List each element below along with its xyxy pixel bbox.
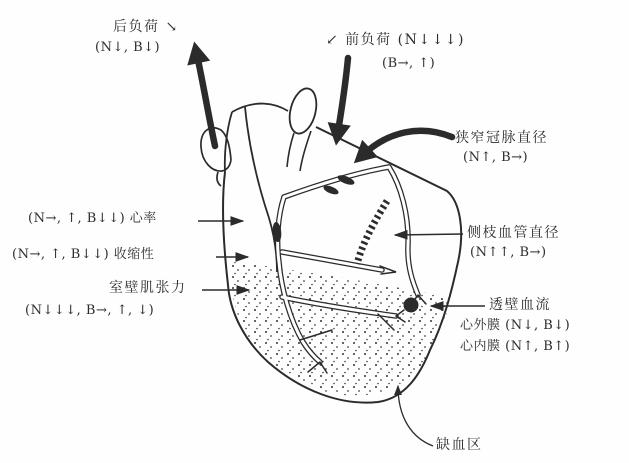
afterload-values: (N↓, B↓) xyxy=(95,40,161,55)
ischemic-area-label: 缺血区 xyxy=(436,437,483,453)
heart-rate-label: (N→, ↑, B↓↓) 心率 xyxy=(28,211,157,226)
transmural-flow-spot xyxy=(404,298,419,313)
stenosis-arrow xyxy=(364,131,452,154)
vessel-root-lines xyxy=(287,131,311,171)
wall-tension-values: (N↓↓↓, B→, ↑, ↓) xyxy=(25,303,155,318)
endocardium-values: 心内膜 (N↑, B↑) xyxy=(460,339,571,354)
transmural-flow-label: 透壁血流 xyxy=(489,297,551,313)
collateral-arrow xyxy=(395,234,463,235)
contractility-label: (N→, ↑, B↓↓) 收缩性 xyxy=(12,247,155,262)
stenotic-coronary-values: (N↑, B→) xyxy=(463,150,529,165)
preload-label: ↙ 前负荷 (N↓↓↓) xyxy=(326,32,465,48)
stenosis-blobs xyxy=(272,173,356,242)
pulmonary-vessel-oval xyxy=(285,86,320,137)
collateral-values: (N↑↑, B→) xyxy=(470,245,547,260)
afterload-arrow xyxy=(197,55,215,146)
wall-tension-label: 室壁肌张力 xyxy=(109,280,187,296)
collateral-vessel-hatched xyxy=(357,201,387,264)
ischemic-area-leader xyxy=(398,386,433,446)
stenotic-coronary-label: 狭窄冠脉直径 xyxy=(455,130,548,146)
aorta-trunk xyxy=(225,104,288,172)
epicardium-values: 心外膜 (N↓, B↓) xyxy=(460,318,571,333)
ventricle-inner-wall xyxy=(245,107,277,272)
preload-arrow xyxy=(338,58,348,132)
collateral-label: 侧枝血管直径 xyxy=(467,225,560,241)
afterload-label: 后负荷 ↘ xyxy=(113,19,179,35)
preload-values: (B→, ↑) xyxy=(382,56,436,71)
